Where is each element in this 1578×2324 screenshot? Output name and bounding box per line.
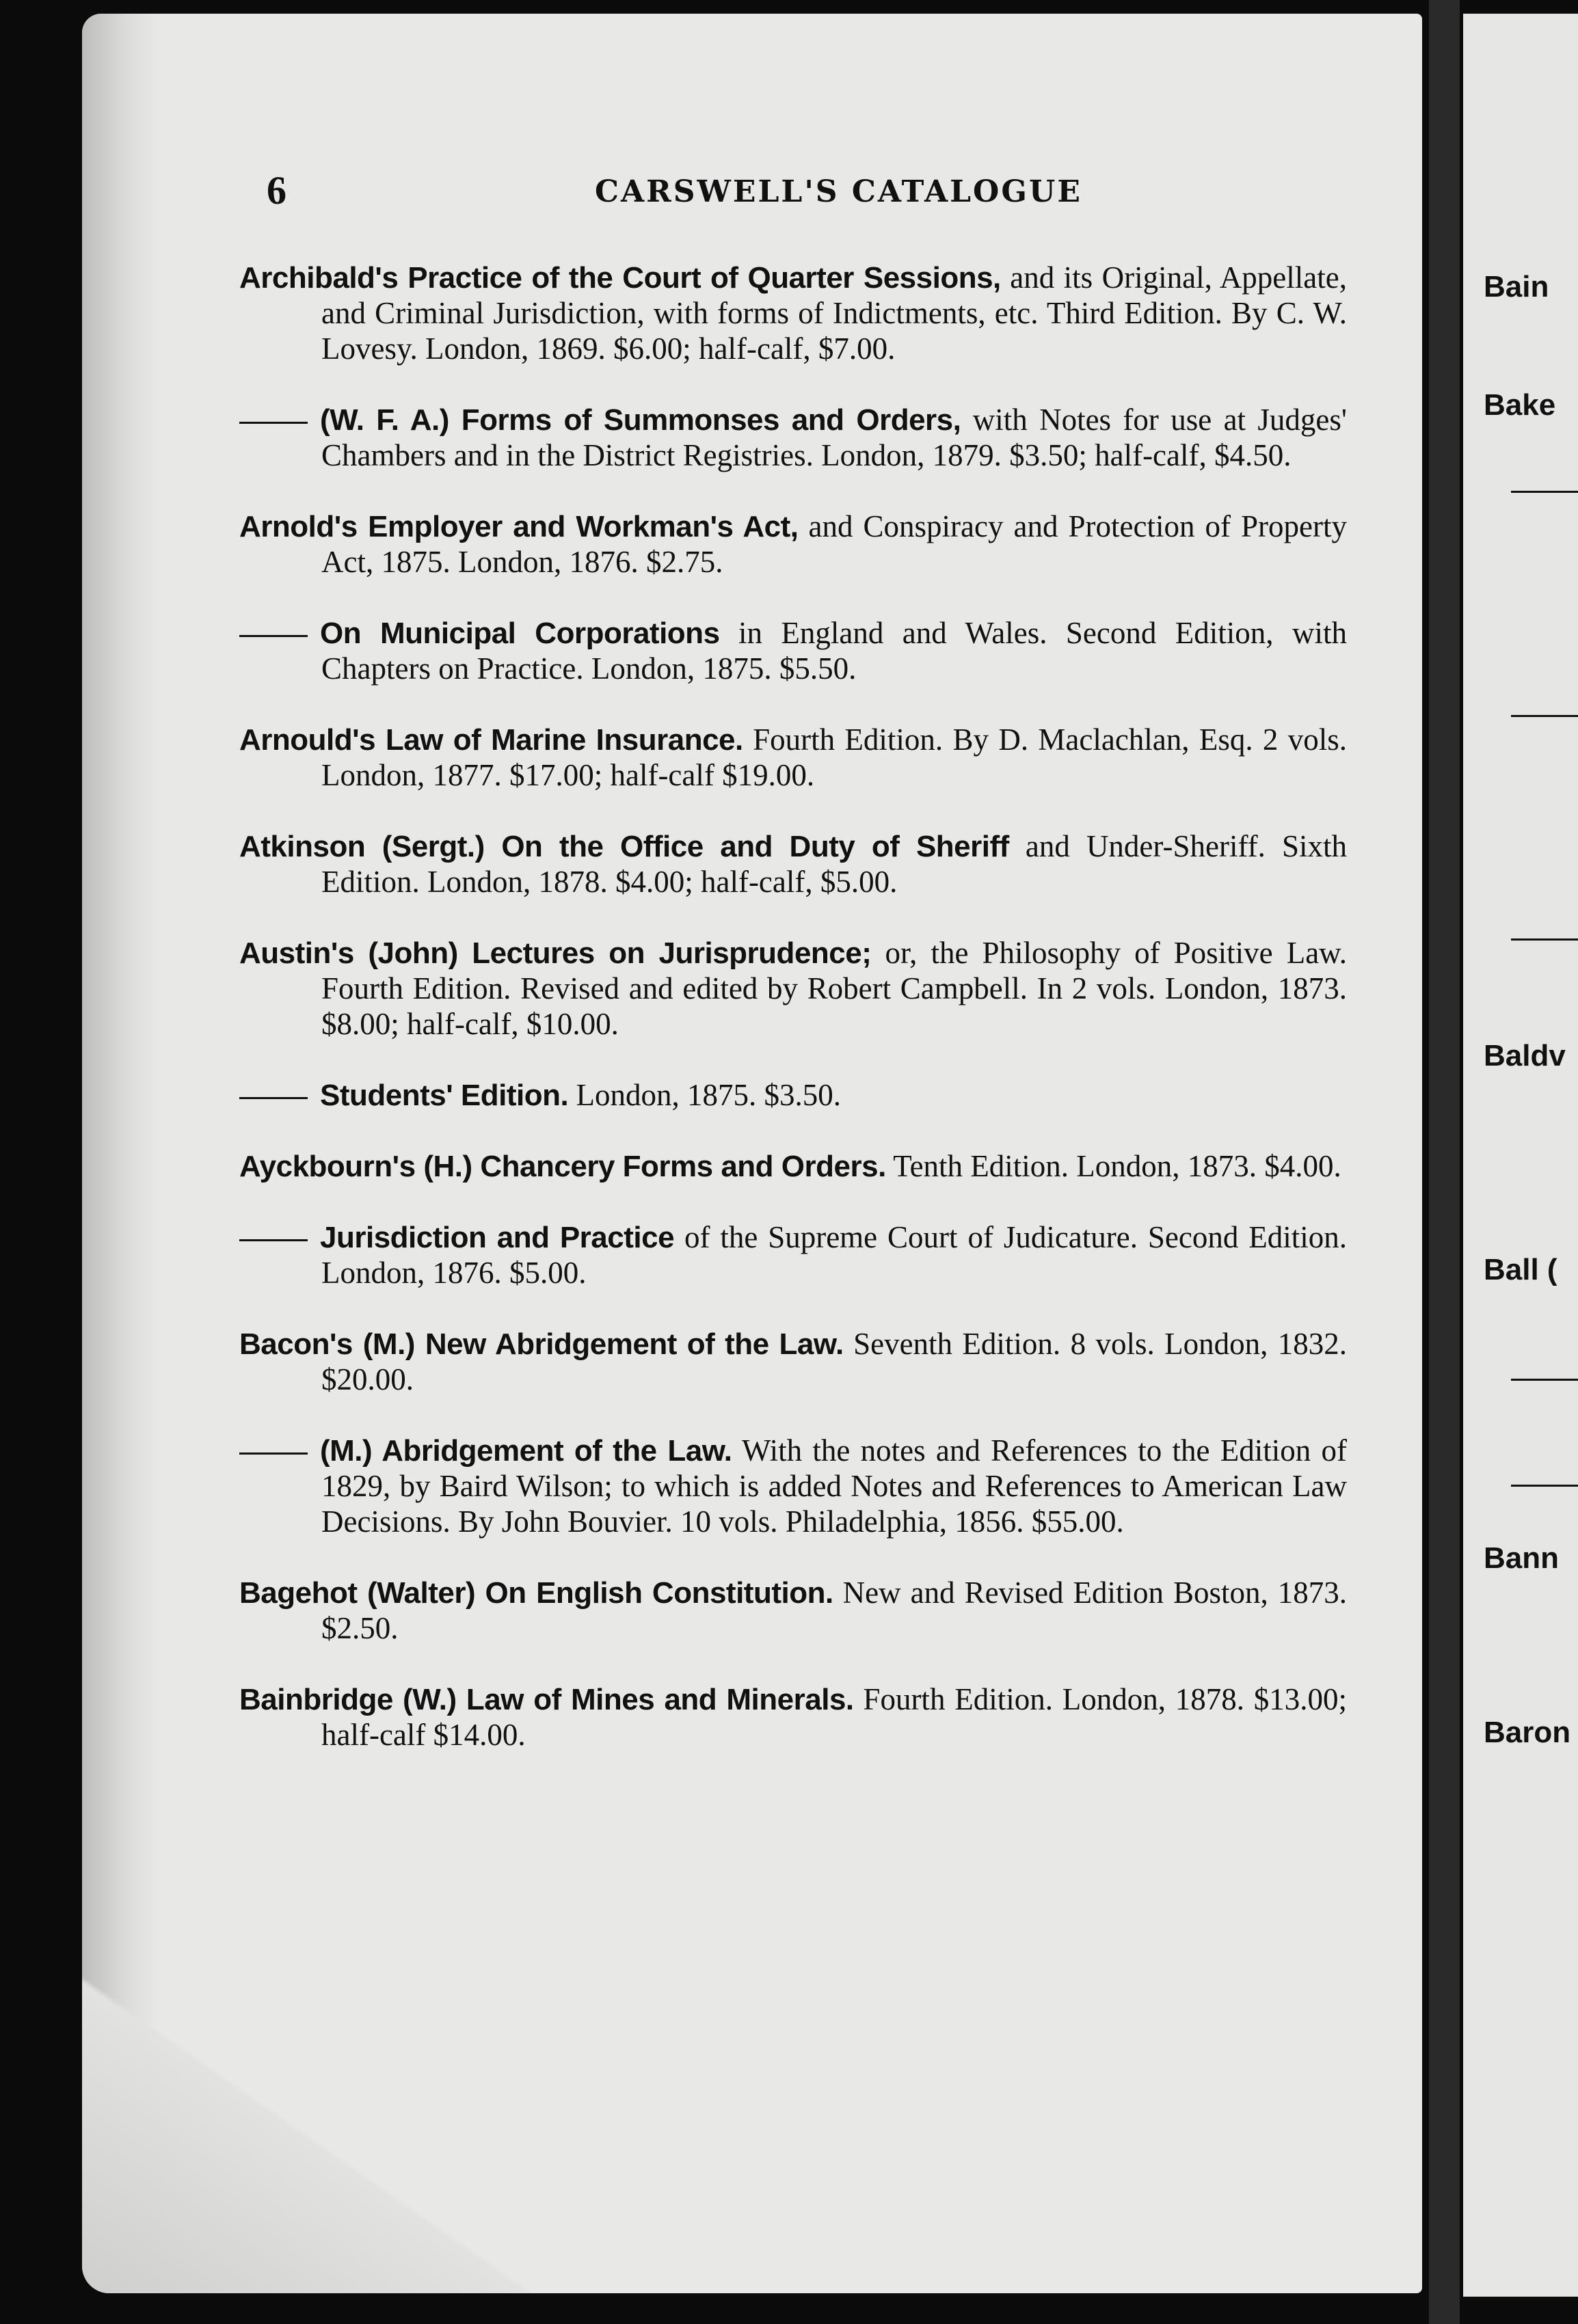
entry-text: and Conspiracy and Protection of Property Act, 1875. London, 1876. $2.75.: [321, 509, 1347, 579]
entry-text: Seventh Edition. 8 vols. London, 1832. $20.00.: [321, 1327, 1347, 1396]
right-page-rule: [1511, 1485, 1578, 1487]
catalogue-entry: [239, 1148, 1347, 1184]
ditto-dash: [239, 1239, 308, 1241]
catalogue-entry: [239, 1681, 1347, 1753]
entry-title: Archibald's Practice of the Court of Quarter Sessions,: [239, 261, 1001, 295]
right-page-edge: [1463, 14, 1578, 2297]
right-page-rule: [1511, 1379, 1578, 1381]
catalogue-entry: [239, 828, 1347, 900]
right-page-fragment: Bain: [1484, 270, 1549, 303]
catalogue-entry: [239, 935, 1347, 1042]
catalogue-entry: [239, 509, 1347, 580]
right-page-fragment: Baldv: [1484, 1039, 1566, 1072]
entry-title: Jurisdiction and Practice: [320, 1221, 675, 1254]
catalogue-entry: [239, 1219, 1347, 1291]
entry-text: of the Supreme Court of Judicature. Second Edition. London, 1876. $5.00.: [321, 1220, 1347, 1290]
entry-title: Arnold's Employer and Workman's Act,: [239, 510, 799, 543]
right-page-fragment: Ball (: [1484, 1253, 1557, 1286]
entry-title: Bainbridge (W.) Law of Mines and Minerals.: [239, 1683, 854, 1716]
right-page-rule: [1511, 715, 1578, 717]
entry-title: Ayckbourn's (H.) Chancery Forms and Orders.: [239, 1150, 886, 1183]
catalogue-entry: [239, 402, 1347, 473]
entry-title: Atkinson (Sergt.) On the Office and Duty of Sheriff: [239, 830, 1009, 863]
right-page-rule: [1511, 491, 1578, 493]
entry-title: Bagehot (Walter) On English Constitution.: [239, 1576, 833, 1610]
entry-title: Bacon's (M.) New Abridgement of the Law.: [239, 1327, 844, 1361]
entry-title: (M.) Abridgement of the Law.: [320, 1434, 732, 1468]
catalogue-entry: [239, 1433, 1347, 1539]
page-number: 6: [267, 168, 286, 213]
entry-text: New and Revised Edition Boston, 1873. $2.50.: [321, 1576, 1347, 1645]
ditto-dash: [239, 1452, 308, 1455]
catalogue-entry: [239, 260, 1347, 366]
entry-text: in England and Wales. Second Edition, with Chapters on Practice. London, 1875. $5.50.: [321, 616, 1347, 686]
running-head: CARSWELL'S CATALOGUE: [595, 174, 1082, 209]
entry-text: Tenth Edition. London, 1873. $4.00.: [885, 1149, 1341, 1183]
entry-title: On Municipal Corporations: [320, 617, 720, 650]
entry-text: London, 1875. $3.50.: [568, 1078, 841, 1112]
ditto-dash: [239, 635, 308, 637]
catalogue-entries: [239, 260, 1347, 1788]
entry-title: Arnould's Law of Marine Insurance.: [239, 723, 743, 757]
catalogue-entry: [239, 1575, 1347, 1646]
ditto-dash: [239, 422, 308, 424]
entry-title: Austin's (John) Lectures on Jurisprudence;: [239, 936, 872, 970]
entry-text: Fourth Edition. By D. Maclachlan, Esq. 2 vols. London, 1877. $17.00; half-calf $19.00.: [321, 722, 1348, 792]
entry-text: and Under-Sheriff. Sixth Edition. London, 1878. $4.00; half-calf, $5.00.: [321, 829, 1347, 899]
page-header: [267, 167, 1373, 213]
right-page-rule: [1511, 938, 1578, 941]
entry-text: Fourth Edition. London, 1878. $13.00; half-calf $14.00.: [321, 1682, 1347, 1752]
right-page-fragment: Bann: [1484, 1541, 1559, 1575]
entry-text: or, the Philosophy of Positive Law. Fourth Edition. Revised and edited by Robert Campbell. In 2 vols. London, 1873. $8.00; half-calf, $10.00.: [321, 936, 1347, 1041]
right-page-fragment: Bake: [1484, 388, 1556, 422]
right-page-fragment: Baron: [1484, 1716, 1571, 1749]
ditto-dash: [239, 1097, 308, 1099]
entry-text: with Notes for use at Judges' Chambers and in the District Registries. London, 1879. $3.50; half-calf, $4.50.: [321, 403, 1347, 472]
entry-text: With the notes and References to the Edition of 1829, by Baird Wilson; to which is added Notes and References to American Law Decisions. By John Bouvier. 10 vols. Philadelphia, 1856. $55.00.: [321, 1433, 1347, 1539]
catalogue-entry: [239, 615, 1347, 686]
entry-title: (W. F. A.) Forms of Summonses and Orders,: [320, 403, 961, 437]
entry-text: and its Original, Appellate, and Criminal Jurisdiction, with forms of Indictments, etc. Third Edition. By C. W. Lovesy. London, 1869. $6.00; half-calf, $7.00.: [321, 260, 1347, 366]
page-corner-fold: [82, 1938, 561, 2293]
catalogue-entry: [239, 722, 1347, 793]
catalogue-entry: [239, 1326, 1347, 1397]
entry-title: Students' Edition.: [320, 1079, 569, 1112]
gutter: [1429, 0, 1460, 2324]
catalogue-entry: [239, 1077, 1347, 1113]
